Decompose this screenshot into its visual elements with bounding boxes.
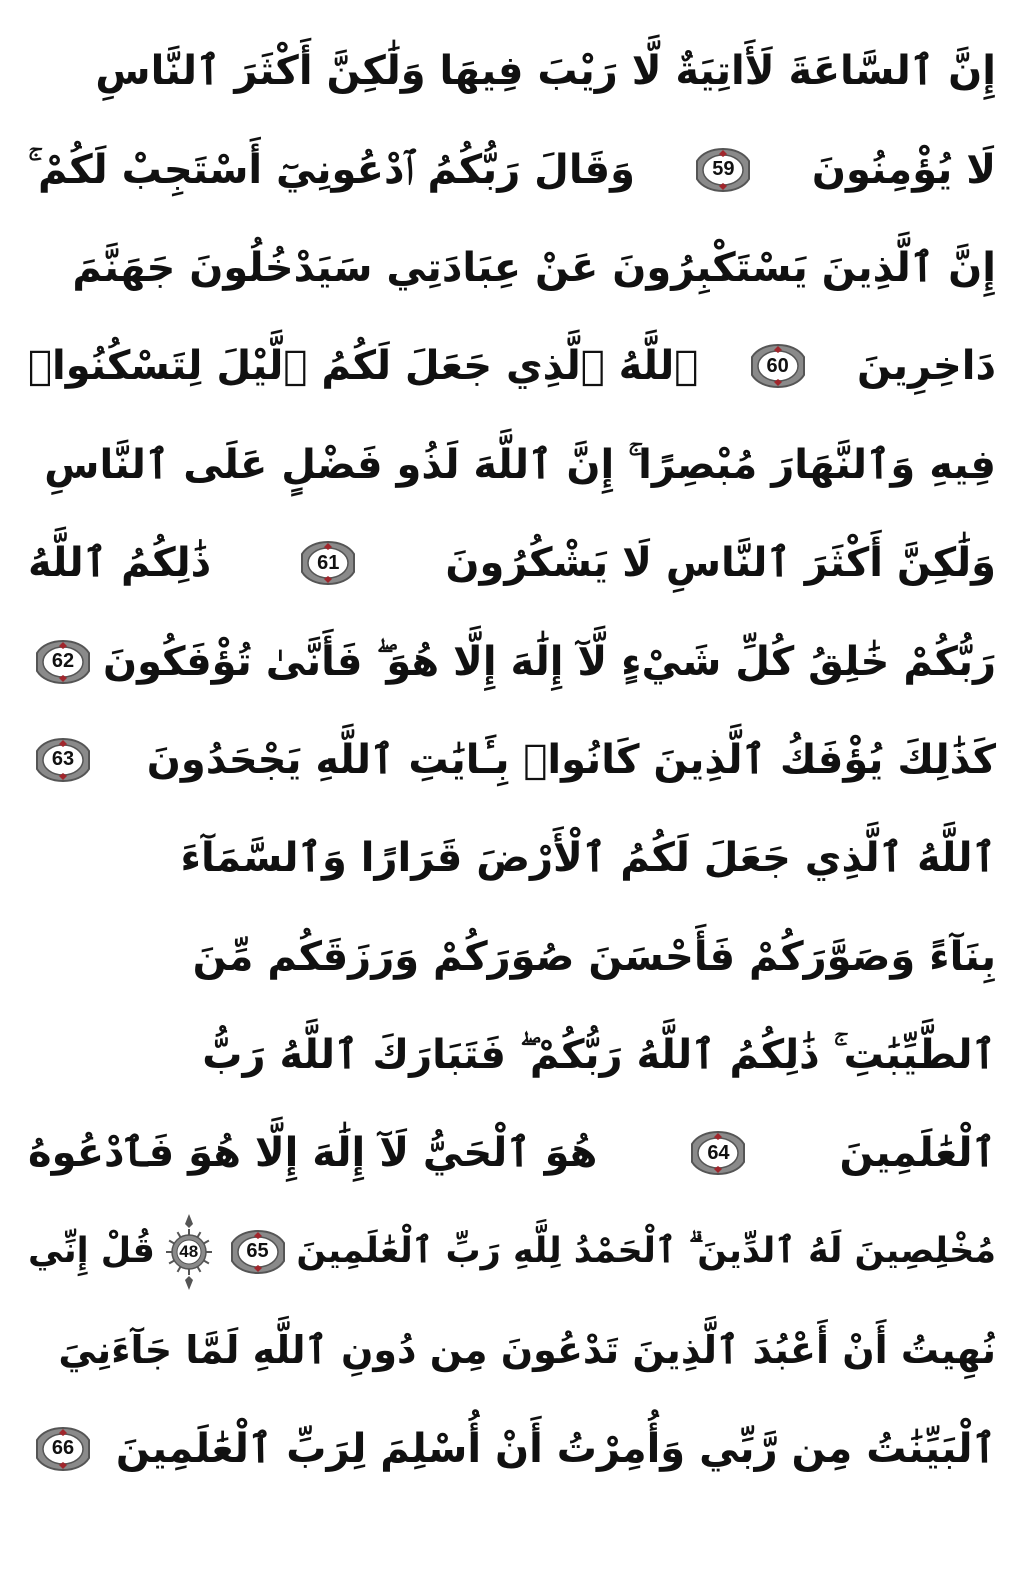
ayah-end-marker <box>34 737 92 783</box>
verse-text: ٱلْبَيِّنَٰتُ مِن رَّبِّي وَأُمِرْتُ أَنْ أُسْلِمَ لِرَبِّ ٱلْعَٰلَمِينَ <box>115 1425 996 1472</box>
text-line <box>28 317 996 415</box>
text-line <box>28 514 996 612</box>
ayah-end-marker <box>694 147 752 193</box>
verse-text: ٱلْعَٰلَمِينَ <box>839 1130 996 1177</box>
verse-text: لَا يُؤْمِنُونَ <box>811 146 996 193</box>
text-line <box>28 22 996 120</box>
text-line <box>28 1301 996 1399</box>
ayah-number: 61 <box>317 551 340 574</box>
ayah-end-marker <box>34 639 92 685</box>
verse-text: فِيهِ وَٱلنَّهَارَ مُبْصِرًا ۚ إِنَّ ٱللَّهَ لَذُو فَضْلٍ عَلَى ٱلنَّاسِ <box>44 441 996 488</box>
verse-text: وَلَٰكِنَّ أَكْثَرَ ٱلنَّاسِ لَا يَشْكُرُونَ <box>445 540 996 587</box>
text-line <box>28 1006 996 1104</box>
verse-text: ذَٰلِكُمُ ٱللَّهُ <box>28 540 212 587</box>
text-line <box>28 1203 996 1301</box>
hizb-number: 48 <box>179 1241 199 1261</box>
verse-text: رَبُّكُمْ خَٰلِقُ كُلِّ شَيْءٍ لَّآ إِلَٰهَ إِلَّا هُوَ ۖ فَأَنَّىٰ تُؤْفَكُونَ <box>103 638 996 685</box>
text-line <box>28 908 996 1006</box>
text-line <box>28 219 996 317</box>
hizb-marker <box>163 1212 215 1292</box>
ayah-number: 65 <box>246 1240 269 1263</box>
ayah-end-marker <box>34 1426 92 1472</box>
text-line <box>28 711 996 809</box>
verse-text: ٱللَّهُ ٱلَّذِي جَعَلَ لَكُمُ ٱلَّيْلَ لِتَسْكُنُوا۟ <box>28 343 699 390</box>
text-line <box>28 1104 996 1202</box>
ayah-end-marker <box>689 1130 747 1176</box>
verse-text: إِنَّ ٱلسَّاعَةَ لَأَاتِيَةٌ لَّا رَيْبَ فِيهَا وَلَٰكِنَّ أَكْثَرَ ٱلنَّاسِ <box>95 48 996 95</box>
verse-text: ٱلطَّيِّبَٰتِ ۚ ذَٰلِكُمُ ٱللَّهُ رَبُّكُمْ ۖ فَتَبَارَكَ ٱللَّهُ رَبُّ <box>202 1032 996 1079</box>
ayah-end-marker <box>229 1229 287 1275</box>
text-line <box>28 612 996 710</box>
ayah-end-marker <box>749 343 807 389</box>
text-line <box>28 809 996 907</box>
verse-text: مُخْلِصِينَ لَهُ ٱلدِّينَ ۗ ٱلْحَمْدُ لِلَّهِ رَبِّ ٱلْعَٰلَمِينَ <box>296 1231 996 1272</box>
verse-text: هُوَ ٱلْحَيُّ لَآ إِلَٰهَ إِلَّا هُوَ فَٱدْعُوهُ <box>28 1130 598 1177</box>
ayah-end-marker <box>299 540 357 586</box>
verse-text: بِنَآءً وَصَوَّرَكُمْ فَأَحْسَنَ صُوَرَكُمْ وَرَزَقَكُم مِّنَ <box>192 933 996 980</box>
verse-text: دَاخِرِينَ <box>857 343 996 390</box>
verse-text: قُلْ إِنِّي <box>28 1231 155 1272</box>
ayah-number: 63 <box>51 748 75 771</box>
text-line <box>28 416 996 514</box>
ayah-number: 59 <box>712 158 735 181</box>
ayah-number: 66 <box>51 1437 75 1460</box>
verse-text: وَقَالَ رَبُّكُمُ ٱدْعُونِيٓ أَسْتَجِبْ لَكُمْ ۚ <box>28 146 635 193</box>
ayah-number: 64 <box>707 1141 730 1164</box>
ayah-number: 60 <box>766 354 789 377</box>
verse-text: ٱللَّهُ ٱلَّذِي جَعَلَ لَكُمُ ٱلْأَرْضَ قَرَارًا وَٱلسَّمَآءَ <box>180 835 996 882</box>
text-line <box>28 120 996 218</box>
verse-text: كَذَٰلِكَ يُؤْفَكُ ٱلَّذِينَ كَانُوا۟ بِـَٔايَٰتِ ٱللَّهِ يَجْحَدُونَ <box>146 736 996 783</box>
text-line <box>28 1399 996 1497</box>
ayah-number: 62 <box>51 650 75 673</box>
verse-text: إِنَّ ٱلَّذِينَ يَسْتَكْبِرُونَ عَنْ عِبَادَتِي سَيَدْخُلُونَ جَهَنَّمَ <box>72 244 996 291</box>
verse-text: نُهِيتُ أَنْ أَعْبُدَ ٱلَّذِينَ تَدْعُونَ مِن دُونِ ٱللَّهِ لَمَّا جَآءَنِيَ <box>58 1328 996 1373</box>
